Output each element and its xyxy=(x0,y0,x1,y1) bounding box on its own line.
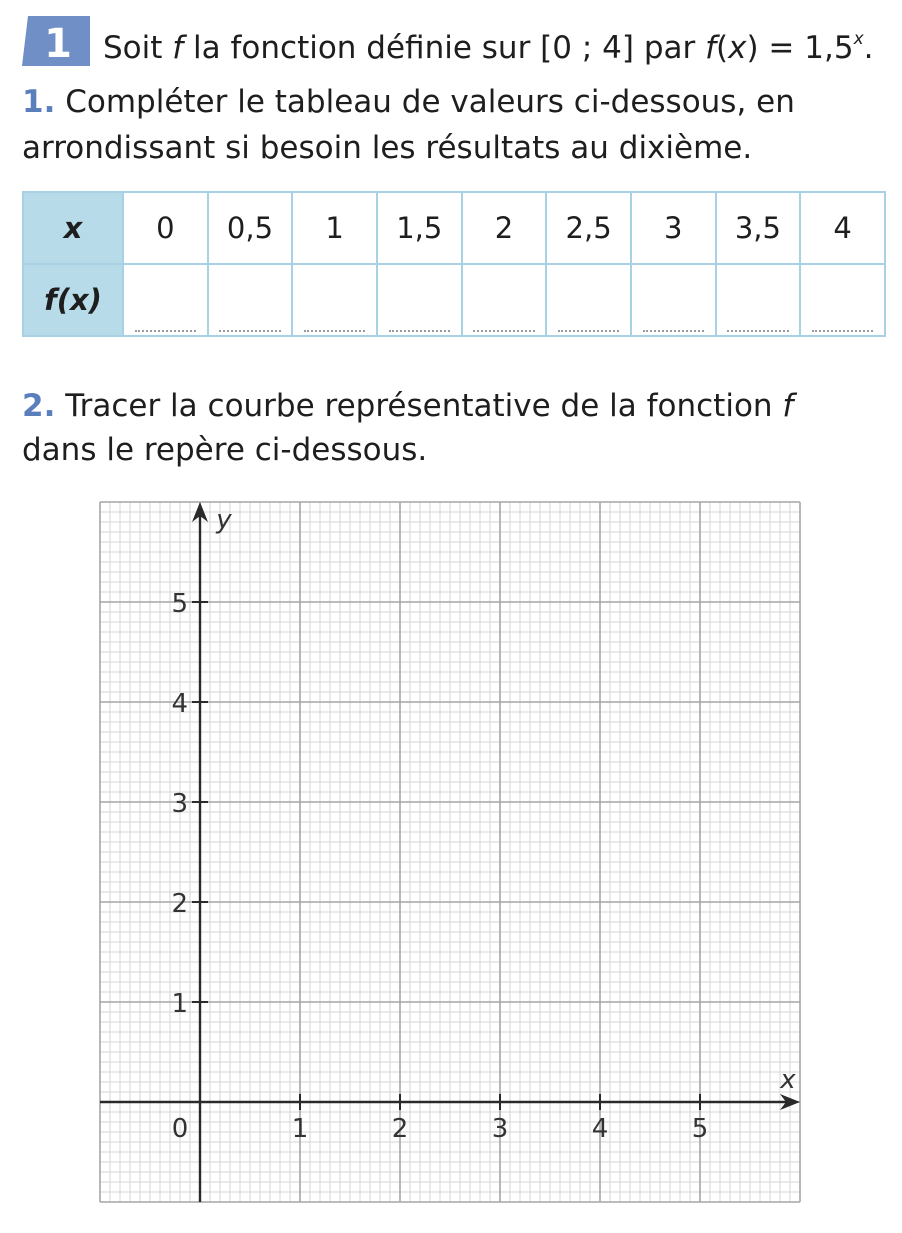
statement-exponent: x xyxy=(853,29,864,49)
table-cell-x: 2 xyxy=(462,192,547,264)
question1-text2: arrondissant si besoin les résultats au dixième. xyxy=(22,130,753,166)
table-header-fx: f(x) xyxy=(23,264,123,336)
table-cell-fx[interactable] xyxy=(123,264,208,336)
table-header-x: x xyxy=(23,192,123,264)
table-cell-x: 1 xyxy=(292,192,377,264)
question1-line1 xyxy=(22,82,795,122)
values-table xyxy=(22,191,886,337)
badge-shape xyxy=(20,14,92,68)
ticks xyxy=(192,602,700,1110)
statement-period: . xyxy=(863,30,874,66)
table-row-x xyxy=(23,192,885,264)
answer-blank xyxy=(135,330,196,332)
answer-blank xyxy=(812,330,873,332)
grid-lines xyxy=(100,502,800,1202)
exercise-number-badge xyxy=(20,14,92,68)
y-axis-label: y xyxy=(216,505,232,535)
question2-text2: dans le repère ci-dessous. xyxy=(22,432,428,468)
table-cell-x: 3,5 xyxy=(716,192,801,264)
answer-blank xyxy=(727,330,788,332)
y-tick-label: 2 xyxy=(171,889,188,919)
table-cell-x: 0 xyxy=(123,192,208,264)
answer-blank xyxy=(643,330,704,332)
table-cell-fx[interactable] xyxy=(292,264,377,336)
table-cell-fx[interactable] xyxy=(462,264,547,336)
answer-blank xyxy=(473,330,534,332)
table-cell-fx[interactable] xyxy=(631,264,716,336)
answer-blank xyxy=(219,330,280,332)
statement-text-2: la fonction définie sur [0 ; 4] par xyxy=(183,30,706,66)
exercise-number: 1 xyxy=(44,21,72,67)
table-cell-x: 3 xyxy=(631,192,716,264)
question2-number: 2. xyxy=(22,388,56,424)
x-tick-label: 3 xyxy=(491,1114,509,1144)
answer-blank xyxy=(389,330,450,332)
answer-blank xyxy=(304,330,365,332)
table-cell-x: 4 xyxy=(800,192,885,264)
table-row-fx xyxy=(23,264,885,336)
origin-label: 0 xyxy=(171,1114,189,1144)
table-cell-x: 1,5 xyxy=(377,192,462,264)
table-cell-fx[interactable] xyxy=(800,264,885,336)
coordinate-grid[interactable] xyxy=(90,492,810,1212)
y-tick-label: 1 xyxy=(171,989,188,1019)
table-cell-x: 2,5 xyxy=(546,192,631,264)
question1-line2 xyxy=(22,128,752,168)
question2-line2 xyxy=(22,430,427,470)
table-cell-fx[interactable] xyxy=(377,264,462,336)
y-tick-label: 5 xyxy=(171,589,188,619)
statement-x: x xyxy=(728,30,747,66)
y-tick-label: 3 xyxy=(171,789,188,819)
x-tick-label: 2 xyxy=(391,1114,409,1144)
x-tick-label: 5 xyxy=(691,1114,709,1144)
statement-text-1: Soit xyxy=(103,30,173,66)
table-cell-fx[interactable] xyxy=(546,264,631,336)
table-cell-fx[interactable] xyxy=(208,264,293,336)
question1-text1: Compléter le tableau de valeurs ci-dessous, en xyxy=(65,84,795,120)
x-tick-label: 1 xyxy=(291,1114,309,1144)
question2-text1: Tracer la courbe représentative de la fonction xyxy=(65,388,783,424)
question1-number: 1. xyxy=(22,84,56,120)
exercise-statement xyxy=(103,28,873,68)
tick-labels xyxy=(171,505,796,1144)
statement-paren: ( xyxy=(716,30,729,66)
statement-formula: ) = 1,5 xyxy=(746,30,854,66)
statement-f: f xyxy=(172,30,184,66)
x-tick-label: 4 xyxy=(591,1114,609,1144)
x-axis-label: x xyxy=(780,1065,796,1095)
answer-blank xyxy=(558,330,619,332)
statement-fx: f xyxy=(705,30,717,66)
table-cell-x: 0,5 xyxy=(208,192,293,264)
question2-f: f xyxy=(782,388,794,424)
table-cell-fx[interactable] xyxy=(716,264,801,336)
question2-line1 xyxy=(22,386,793,426)
y-tick-label: 4 xyxy=(171,689,188,719)
